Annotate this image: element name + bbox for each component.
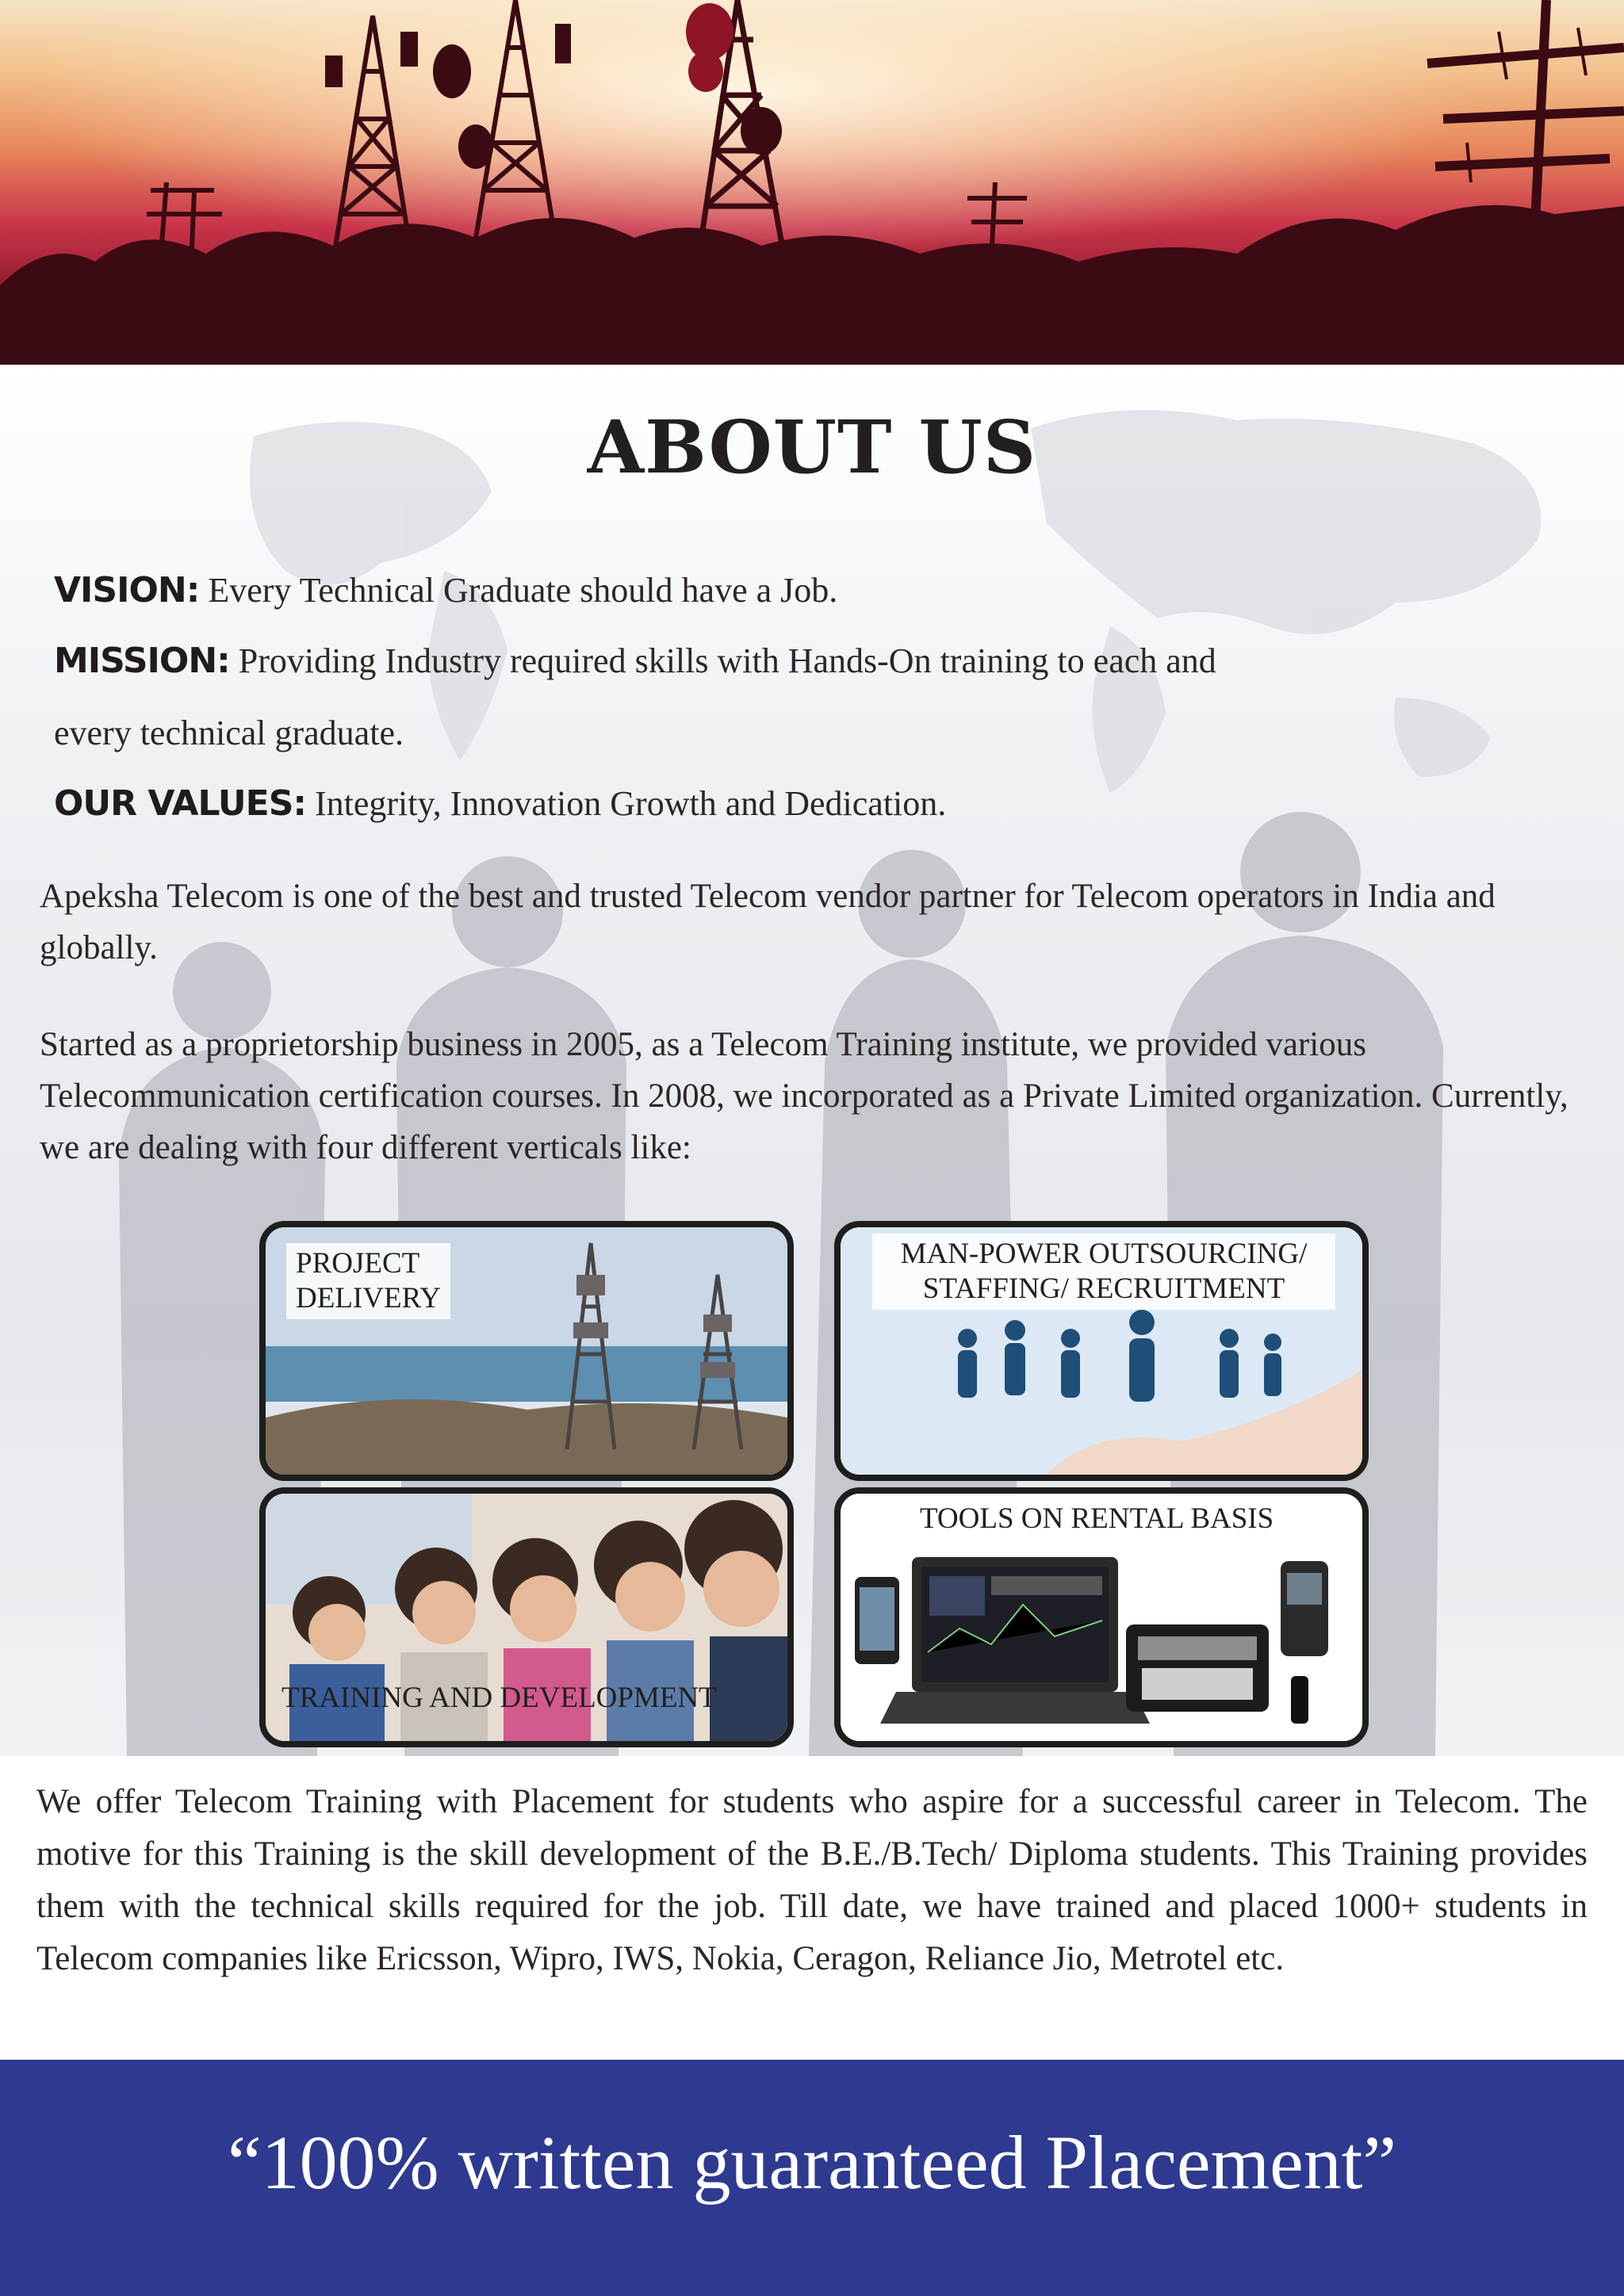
vision-label: VISION: — [54, 570, 200, 610]
mission-text-line1: Providing Industry required skills with Hands-On training to each and — [229, 641, 1216, 680]
tools-rental-tile — [834, 1487, 1369, 1747]
manpower-line1: MAN-POWER OUTSOURCING/ — [900, 1238, 1308, 1270]
manpower-label — [872, 1234, 1335, 1310]
manpower-outsourcing-tile — [834, 1221, 1369, 1481]
mission-label: MISSION: — [54, 641, 230, 681]
mission-text-line2: every technical graduate. — [54, 714, 404, 752]
history-paragraph: Started as a proprietorship business in 2005, as a Telecom Training institute, we provided various Telecommunication certification courses. In 2008, we incorporated as a Private Limited organization. Currently, we are dealing with four different verticals like: — [40, 1026, 1568, 1166]
project-delivery-label — [286, 1243, 450, 1319]
training-label: TRAINING AND DEVELOPMENT — [282, 1682, 717, 1714]
mission-statement — [54, 639, 1216, 683]
telecom-towers-silhouette — [0, 0, 1624, 365]
vision-text: Every Technical Graduate should have a Job. — [199, 571, 838, 610]
project-delivery-line2: DELIVERY — [296, 1282, 441, 1314]
placement-banner-text: “100% written guaranteed Placement” — [227, 2120, 1397, 2205]
hero-banner-image — [0, 0, 1624, 365]
manpower-line2: STAFFING/ RECRUITMENT — [922, 1272, 1285, 1305]
values-text: Integrity, Innovation Growth and Dedication. — [306, 784, 947, 823]
values-statement — [54, 782, 946, 826]
page-title: ABOUT US — [587, 404, 1037, 490]
closing-paragraph: We offer Telecom Training with Placement for students who aspire for a successful career in Telecom. The motive for this Training is the skill development of the B.E./B.Tech/ Diploma students. This Training provides them with the technical skills required for the job. Till date, we have trained and placed 1000+ students in Telecom companies like Ericsson, Wipro, IWS, Nokia, Ceragon, Reliance Jio, Metrotel etc. — [36, 1783, 1588, 1977]
project-delivery-tile — [259, 1221, 794, 1481]
training-development-tile — [259, 1487, 794, 1747]
tools-label: TOOLS ON RENTAL BASIS — [920, 1502, 1274, 1535]
values-label: OUR VALUES: — [54, 783, 306, 824]
intro-paragraph: Apeksha Telecom is one of the best and trusted Telecom vendor partner for Telecom operators in India and globally. — [40, 878, 1496, 966]
vision-statement — [54, 568, 837, 613]
project-delivery-line1: PROJECT — [296, 1247, 420, 1280]
